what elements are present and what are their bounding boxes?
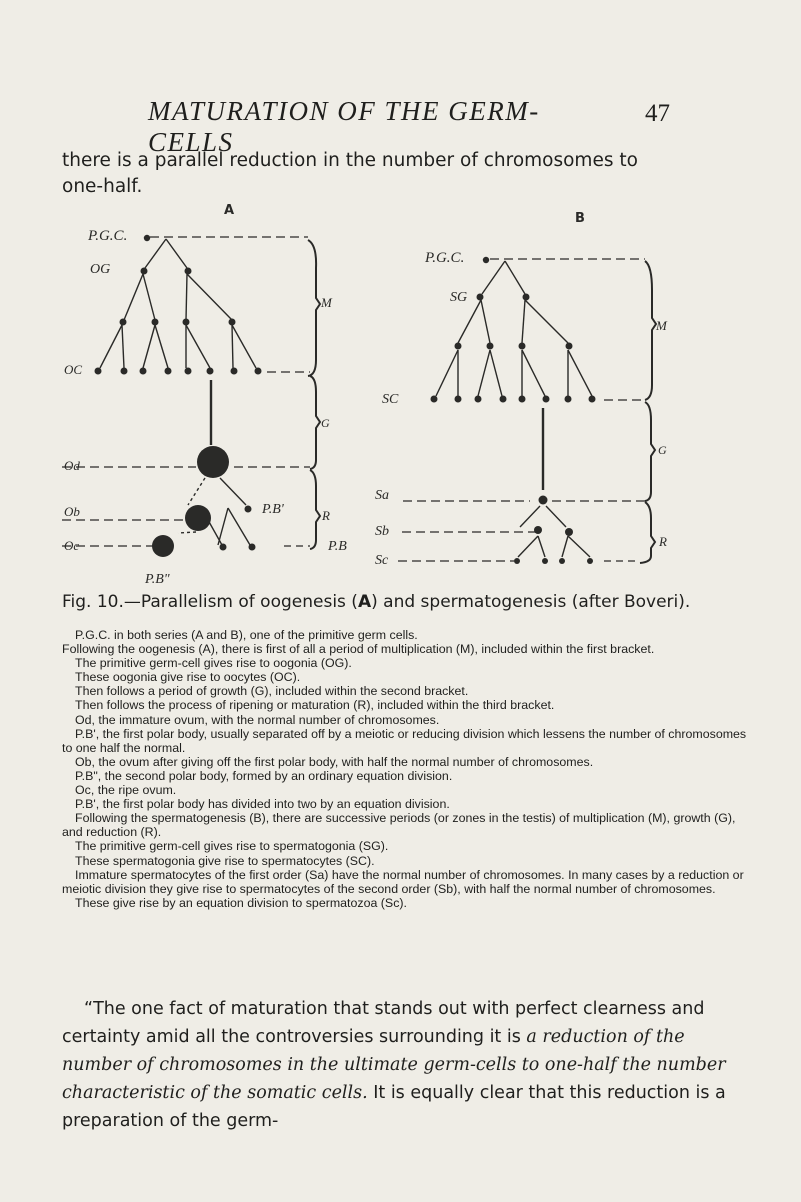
legend-line: Following the oogenesis (A), there is first of all a period of multiplication (M), included within the first bracket. (62, 642, 655, 657)
b-pgc-label: P.G.C. (425, 250, 465, 266)
legend-line: P.G.C. in both series (A and B), one of the primitive germ cells. (75, 628, 418, 642)
legend-line: Then follows the process of ripening or maturation (R), included within the third bracket. (75, 698, 555, 713)
legend-line: Immature spermatocytes of the first order (Sa) have the normal number of chromosomes. In many cases by a reduction or meiotic division they give rise to spermatocytes of the second order (Sb), with half the normal number of chromosomes. (62, 867, 744, 896)
b-sb-label: Sb (375, 524, 389, 539)
a-ob-label: Ob (64, 504, 80, 519)
legend-line: These spermatogonia give rise to spermatocytes (SC). (75, 853, 375, 868)
a-pb2-label: P.B" (145, 572, 170, 587)
b-brackets (640, 261, 656, 563)
b-tree-lines (436, 261, 592, 557)
intro-line-1: there is a parallel reduction in the number of chromosomes to (62, 150, 638, 171)
parallelism-figure (0, 0, 801, 590)
caption-text-1: Parallelism of oogenesis ( (140, 592, 358, 612)
caption-dash: — (123, 592, 141, 612)
legend-line: P.B", the second polar body, formed by an ordinary equation division. (75, 768, 453, 783)
figure-caption (62, 592, 762, 612)
a-pb-right-label: P.B (328, 539, 347, 554)
intro-line-2: one-half. (62, 176, 143, 197)
legend-line: Ob, the ovum after giving off the first polar body, with half the normal number of chromosomes. (75, 754, 594, 769)
legend-line: The primitive germ-cell gives rise to oogonia (OG). (75, 656, 352, 671)
legend-line: The primitive germ-cell gives rise to spermatogonia (SG). (75, 839, 389, 854)
b-g-label: G (658, 443, 667, 457)
figure-number: Fig. 10. (62, 592, 124, 612)
b-sa-label: Sa (375, 488, 389, 503)
body-text-end: It is equally clear that this reduction is a preparation of the germ- (62, 1083, 726, 1131)
b-sc2-label: Sc (375, 553, 389, 568)
body-paragraph (62, 995, 752, 1135)
a-cells (95, 235, 262, 557)
a-pb1-label: P.B' (262, 502, 284, 517)
a-pgc-label: P.G.C. (88, 228, 128, 244)
page-number: 47 (645, 100, 670, 127)
b-m-label: M (656, 318, 667, 333)
panel-b-label: B (575, 211, 585, 226)
a-r-label: R (322, 508, 330, 523)
b-r-label: R (659, 534, 667, 549)
body-text-start: “The one fact of maturation that stands out with perfect clearness and certainty amid all the controversies surrounding it is (62, 999, 705, 1047)
a-og-label: OG (90, 262, 111, 277)
legend-line: Then follows a period of growth (G), included within the second bracket. (75, 684, 469, 699)
legend-line: Oc, the ripe ovum. (75, 783, 177, 798)
a-g-label: G (321, 416, 330, 430)
caption-a: A (357, 592, 372, 612)
b-dashed-lines (398, 259, 645, 561)
legend-line: These give rise by an equation division to spermatozoa (Sc). (75, 895, 407, 910)
legend-line: P.B', the first polar body has divided into two by an equation division. (75, 797, 450, 812)
caption-text-2: ) and spermatogenesis (after Boveri). (371, 592, 691, 612)
legend-line: These oogonia give rise to oocytes (OC). (75, 670, 301, 685)
body-paragraph-text (62, 995, 752, 1135)
legend-line: P.B', the first polar body, usually separated off by a meiotic or reducing division which lessens the number of chromosomes to one half the normal. (62, 726, 747, 755)
body-text-italic: a reduction of the number of chromosomes in the ultimate germ-cells to one-half the number characteristic of the somatic cells. (62, 1027, 726, 1103)
a-tree-lines (100, 239, 256, 545)
b-sc-label: SC (382, 392, 399, 407)
a-oc-label: OC (64, 362, 83, 377)
figure-legend (62, 628, 752, 910)
legend-line: Od, the immature ovum, with the normal number of chromosomes. (75, 712, 440, 727)
panel-a-label: A (224, 203, 235, 218)
legend-line: Following the spermatogenesis (B), there are successive periods (or zones in the testis) of multiplication (M), growth (G), and reduction (R). (62, 811, 736, 840)
b-sg-label: SG (450, 290, 468, 305)
a-dashed-lines (62, 237, 310, 546)
a-m-label: M (321, 295, 332, 310)
running-head: MATURATION OF THE GERM-CELLS (148, 96, 540, 157)
a-oc-ripe-label: Oc (64, 538, 80, 553)
a-brackets (308, 240, 320, 549)
a-od-label: Od (64, 458, 80, 473)
